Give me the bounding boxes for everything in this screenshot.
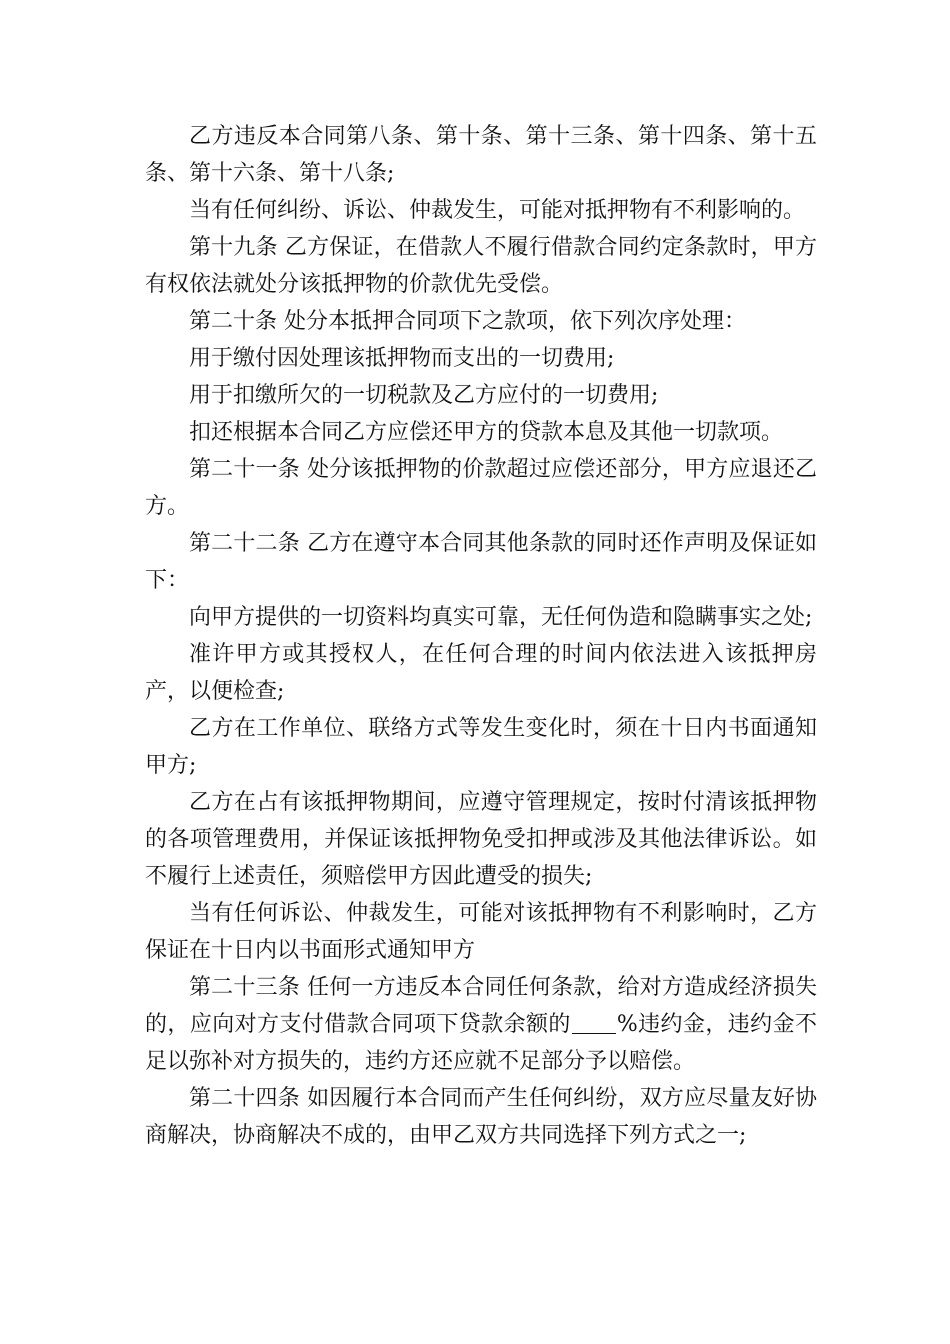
clause-22-item-5: 当有任何诉讼、仲裁发生，可能对该抵押物有不利影响时，乙方保证在十日内以书面形式通知甲方 — [145, 901, 817, 963]
clause-22-item-1: 向甲方提供的一切资料均真实可靠，无任何伪造和隐瞒事实之处; — [189, 605, 813, 630]
clause-24: 第二十四条 如因履行本合同而产生任何纠纷，双方应尽量友好协商解决，协商解决不成的，由甲乙双方共同选择下列方式之一; — [145, 1086, 817, 1148]
clause-22: 第二十二条 乙方在遵守本合同其他条款的同时还作声明及保证如下： — [145, 531, 817, 593]
clause-20: 第二十条 处分本抵押合同项下之款项，依下列次序处理： — [189, 309, 746, 334]
clause-22-item-3: 乙方在工作单位、联络方式等发生变化时，须在十日内书面通知甲方; — [145, 716, 817, 778]
clause-21: 第二十一条 处分该抵押物的价款超过应偿还部分，甲方应退还乙方。 — [145, 457, 817, 519]
clause-23-text-after-blank: %违约金，违约金不足以弥补对方损失的，违约方还应就不足部分予以赔偿。 — [145, 1012, 817, 1074]
paragraph-violation-articles: 乙方违反本合同第八条、第十条、第十三条、第十四条、第十五条、第十六条、第十八条; — [145, 124, 817, 186]
penalty-rate-blank — [572, 1011, 616, 1034]
paragraph-dispute-impact: 当有任何纠纷、诉讼、仲裁发生，可能对抵押物有不利影响的。 — [189, 198, 806, 223]
clause-23 — [145, 969, 817, 1080]
clause-22-item-2: 准许甲方或其授权人，在任何合理的时间内依法进入该抵押房产，以便检查; — [145, 642, 817, 704]
clause-20-item-3: 扣还根据本合同乙方应偿还甲方的贷款本息及其他一切款项。 — [189, 420, 784, 445]
clause-20-item-1: 用于缴付因处理该抵押物而支出的一切费用; — [189, 346, 615, 371]
clause-22-item-4: 乙方在占有该抵押物期间，应遵守管理规定，按时付清该抵押物的各项管理费用，并保证该抵押物免受扣押或涉及其他法律诉讼。如不履行上述责任，须赔偿甲方因此遭受的损失; — [145, 790, 817, 889]
clause-23-text-before-blank: 第二十三条 任何一方违反本合同任何条款，给对方造成经济损失的，应向对方支付借款合同项下贷款余额的 — [145, 975, 817, 1037]
clause-19: 第十九条 乙方保证，在借款人不履行借款合同约定条款时，甲方有权依法就处分该抵押物的价款优先受偿。 — [145, 235, 817, 297]
clause-20-item-2: 用于扣缴所欠的一切税款及乙方应付的一切费用; — [189, 383, 659, 408]
document-body — [145, 118, 817, 1154]
